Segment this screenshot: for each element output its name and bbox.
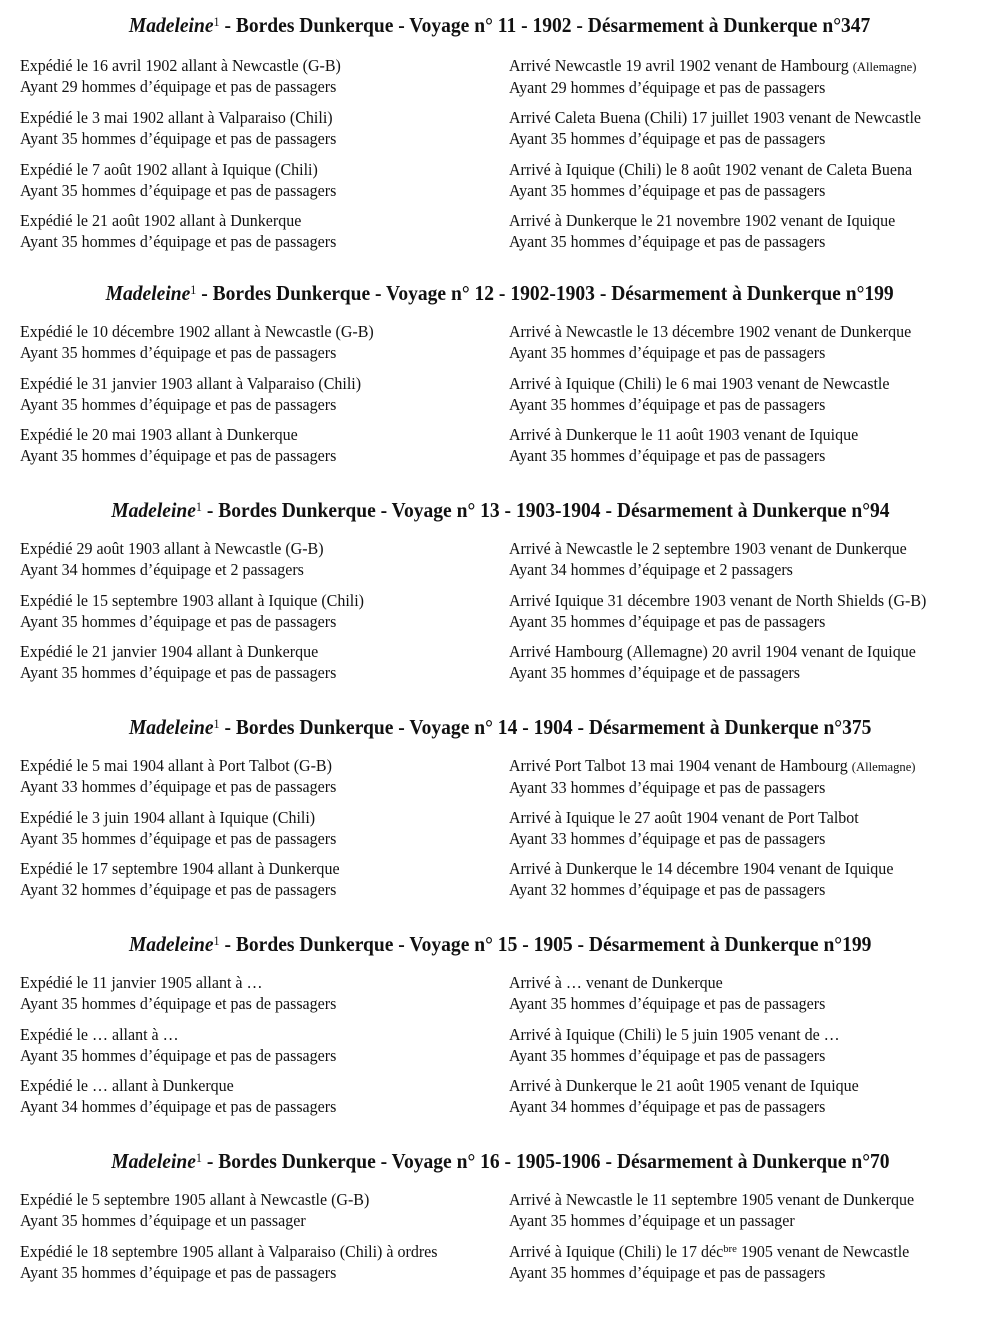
leg-row — [0, 591, 1000, 635]
footnote-marker: 1 — [213, 933, 220, 948]
arrival-text: Arrivé Port Talbot 13 mai 1904 venant de Hambourg — [509, 756, 848, 775]
departure-crew: Ayant 35 hommes d’équipage et pas de passagers — [20, 394, 337, 414]
arrival-cell — [509, 859, 989, 900]
departure-cell — [20, 56, 500, 97]
arrival-text: Arrivé à Dunkerque le 14 décembre 1904 venant de Iquique — [509, 859, 894, 878]
arrival-crew: Ayant 33 hommes d’équipage et pas de passagers — [509, 777, 826, 797]
departure-text: Expédié le 31 janvier 1903 allant à Valparaiso (Chili) — [20, 374, 362, 393]
arrival-crew: Ayant 32 hommes d’équipage et pas de passagers — [509, 879, 826, 899]
arrival-crew: Ayant 34 hommes d’équipage et pas de passagers — [509, 1096, 826, 1116]
leg-row — [0, 56, 1000, 100]
arrival-text: Arrivé à … venant de Dunkerque — [509, 973, 723, 992]
arrival-crew: Ayant 35 hommes d’équipage et pas de passagers — [509, 231, 826, 251]
arrival-cell — [509, 591, 989, 632]
departure-text: Expédié le 21 janvier 1904 allant à Dunkerque — [20, 642, 319, 661]
departure-cell — [20, 425, 500, 466]
footnote-marker: 1 — [195, 1150, 202, 1165]
arrival-text: Arrivé à Newcastle le 2 septembre 1903 venant de Dunkerque — [509, 539, 907, 558]
departure-crew: Ayant 34 hommes d’équipage et pas de passagers — [20, 1096, 337, 1116]
departure-cell — [20, 211, 500, 252]
arrival-crew: Ayant 35 hommes d’équipage et pas de passagers — [509, 128, 826, 148]
arrival-note: (Allemagne) — [851, 759, 916, 774]
arrival-text: Arrivé Iquique 31 décembre 1903 venant de North Shields (G-B) — [509, 591, 927, 610]
arrival-text: Arrivé à Iquique (Chili) le 8 août 1902 venant de Caleta Buena — [509, 160, 913, 179]
departure-text: Expédié le 21 août 1902 allant à Dunkerque — [20, 211, 302, 230]
leg-row — [0, 1242, 1000, 1286]
leg-row — [0, 808, 1000, 852]
footnote-marker: 1 — [213, 14, 220, 29]
arrival-text: Arrivé à Iquique (Chili) le 5 juin 1905 venant de … — [509, 1025, 840, 1044]
arrival-cell — [509, 973, 989, 1014]
arrival-cell — [509, 108, 989, 149]
departure-text: Expédié 29 août 1903 allant à Newcastle (G-B) — [20, 539, 324, 558]
departure-text: Expédié le 7 août 1902 allant à Iquique (Chili) — [20, 160, 318, 179]
departure-cell — [20, 539, 500, 580]
arrival-cell — [509, 1190, 989, 1231]
departure-crew: Ayant 35 hommes d’équipage et pas de passagers — [20, 128, 337, 148]
arrival-text: Arrivé à Iquique (Chili) le 6 mai 1903 venant de Newcastle — [509, 374, 890, 393]
departure-crew: Ayant 35 hommes d’équipage et pas de passagers — [20, 445, 337, 465]
arrival-cell — [509, 756, 989, 798]
leg-row — [0, 160, 1000, 204]
arrival-cell — [509, 808, 989, 849]
departure-text: Expédié le 15 septembre 1903 allant à Iquique (Chili) — [20, 591, 365, 610]
leg-row — [0, 1025, 1000, 1069]
departure-text: Expédié le 10 décembre 1902 allant à Newcastle (G-B) — [20, 322, 374, 341]
leg-row — [0, 108, 1000, 152]
arrival-cell — [509, 160, 989, 201]
departure-crew: Ayant 29 hommes d’équipage et pas de passagers — [20, 76, 337, 96]
ship-name: Madeleine — [110, 1149, 196, 1173]
departure-text: Expédié le 3 juin 1904 allant à Iquique (Chili) — [20, 808, 316, 827]
arrival-text: Arrivé à Dunkerque le 11 août 1903 venant de Iquique — [509, 425, 859, 444]
departure-cell — [20, 374, 500, 415]
departure-crew: Ayant 35 hommes d’équipage et pas de passagers — [20, 342, 337, 362]
departure-cell — [20, 1190, 500, 1231]
leg-row — [0, 322, 1000, 366]
voyage-title — [0, 714, 1000, 740]
arrival-cell — [509, 1242, 989, 1283]
arrival-crew: Ayant 35 hommes d’équipage et pas de passagers — [509, 611, 826, 631]
departure-cell — [20, 1076, 500, 1117]
leg-row — [0, 539, 1000, 583]
arrival-cell — [509, 374, 989, 415]
ship-name: Madeleine — [128, 932, 214, 956]
arrival-crew: Ayant 35 hommes d’équipage et pas de passagers — [509, 394, 826, 414]
arrival-cell — [509, 1025, 989, 1066]
ship-name: Madeleine — [128, 715, 214, 739]
arrival-cell — [509, 211, 989, 252]
departure-cell — [20, 591, 500, 632]
departure-cell — [20, 808, 500, 849]
voyage-title-text: - Bordes Dunkerque - Voyage n° 12 - 1902-1903 - Désarmement à Dunkerque n°199 — [196, 281, 895, 305]
departure-crew: Ayant 35 hommes d’équipage et pas de passagers — [20, 1045, 337, 1065]
departure-cell — [20, 1242, 500, 1283]
arrival-cell — [509, 56, 989, 98]
voyage-title-text: - Bordes Dunkerque - Voyage n° 14 - 1904 - Désarmement à Dunkerque n°375 — [219, 715, 872, 739]
arrival-text: Arrivé à Iquique le 27 août 1904 venant de Port Talbot — [509, 808, 859, 827]
arrival-cell — [509, 425, 989, 466]
arrival-text: Arrivé Newcastle 19 avril 1902 venant de Hambourg — [509, 56, 849, 75]
voyage-title — [0, 931, 1000, 957]
arrival-cell — [509, 642, 989, 683]
departure-crew: Ayant 35 hommes d’équipage et pas de passagers — [20, 828, 337, 848]
footnote-marker: 1 — [190, 282, 197, 297]
arrival-line — [509, 56, 975, 78]
arrival-crew: Ayant 35 hommes d’équipage et pas de passagers — [509, 1262, 826, 1282]
footnote-marker: 1 — [213, 716, 220, 731]
arrival-text: Arrivé à Dunkerque le 21 août 1905 venant de Iquique — [509, 1076, 859, 1095]
arrival-text-prefix: Arrivé à Iquique (Chili) le 17 déc — [509, 1242, 724, 1261]
arrival-note: (Allemagne) — [852, 59, 917, 74]
voyage-title — [0, 497, 1000, 523]
arrival-line — [509, 756, 975, 778]
departure-cell — [20, 1025, 500, 1066]
voyage-title — [0, 1148, 1000, 1174]
arrival-text: Arrivé Hambourg (Allemagne) 20 avril 1904 venant de Iquique — [509, 642, 916, 661]
arrival-crew: Ayant 35 hommes d’équipage et de passagers — [509, 662, 800, 682]
arrival-crew: Ayant 35 hommes d’équipage et pas de passagers — [509, 180, 826, 200]
departure-cell — [20, 322, 500, 363]
ship-name: Madeleine — [110, 498, 196, 522]
arrival-crew: Ayant 29 hommes d’équipage et pas de passagers — [509, 77, 826, 97]
leg-row — [0, 211, 1000, 255]
leg-row — [0, 1076, 1000, 1120]
leg-row — [0, 859, 1000, 903]
departure-text: Expédié le 11 janvier 1905 allant à … — [20, 973, 263, 992]
arrival-line — [509, 1242, 975, 1263]
departure-cell — [20, 642, 500, 683]
ship-name: Madeleine — [105, 281, 191, 305]
arrival-crew: Ayant 35 hommes d’équipage et pas de passagers — [509, 1045, 826, 1065]
arrival-crew: Ayant 35 hommes d’équipage et pas de passagers — [509, 342, 826, 362]
arrival-crew: Ayant 33 hommes d’équipage et pas de passagers — [509, 828, 826, 848]
voyage-title-text: - Bordes Dunkerque - Voyage n° 13 - 1903-1904 - Désarmement à Dunkerque n°94 — [201, 498, 890, 522]
leg-row — [0, 973, 1000, 1017]
arrival-crew: Ayant 35 hommes d’équipage et pas de passagers — [509, 993, 826, 1013]
arrival-text-superscript: bre — [723, 1243, 737, 1255]
departure-cell — [20, 973, 500, 1014]
ship-name: Madeleine — [129, 13, 214, 37]
arrival-text: Arrivé à Newcastle le 11 septembre 1905 venant de Dunkerque — [509, 1190, 915, 1209]
departure-crew: Ayant 34 hommes d’équipage et 2 passagers — [20, 559, 304, 579]
arrival-cell — [509, 1076, 989, 1117]
arrival-text: Arrivé Caleta Buena (Chili) 17 juillet 1903 venant de Newcastle — [509, 108, 922, 127]
arrival-text: Arrivé à Newcastle le 13 décembre 1902 venant de Dunkerque — [509, 322, 912, 341]
departure-crew: Ayant 33 hommes d’équipage et pas de passagers — [20, 776, 337, 796]
leg-row — [0, 425, 1000, 469]
departure-text: Expédié le … allant à Dunkerque — [20, 1076, 234, 1095]
departure-cell — [20, 160, 500, 201]
leg-row — [0, 1190, 1000, 1234]
leg-row — [0, 642, 1000, 686]
departure-crew: Ayant 35 hommes d’équipage et pas de passagers — [20, 611, 337, 631]
voyage-title-text: - Bordes Dunkerque - Voyage n° 16 - 1905-1906 - Désarmement à Dunkerque n°70 — [201, 1149, 890, 1173]
departure-cell — [20, 756, 500, 797]
arrival-text-suffix: 1905 venant de Newcastle — [736, 1242, 910, 1261]
departure-crew: Ayant 35 hommes d’équipage et pas de passagers — [20, 662, 337, 682]
voyage-title-text: - Bordes Dunkerque - Voyage n° 15 - 1905 - Désarmement à Dunkerque n°199 — [219, 932, 872, 956]
arrival-crew: Ayant 35 hommes d’équipage et pas de passagers — [509, 445, 826, 465]
departure-crew: Ayant 35 hommes d’équipage et un passager — [20, 1210, 306, 1230]
arrival-cell — [509, 322, 989, 363]
departure-text: Expédié le 20 mai 1903 allant à Dunkerque — [20, 425, 298, 444]
departure-text: Expédié le 5 septembre 1905 allant à Newcastle (G-B) — [20, 1190, 370, 1209]
arrival-crew: Ayant 35 hommes d’équipage et un passager — [509, 1210, 795, 1230]
arrival-cell — [509, 539, 989, 580]
arrival-crew: Ayant 34 hommes d’équipage et 2 passagers — [509, 559, 793, 579]
arrival-text: Arrivé à Dunkerque le 21 novembre 1902 venant de Iquique — [509, 211, 896, 230]
departure-text: Expédié le 16 avril 1902 allant à Newcastle (G-B) — [20, 56, 341, 75]
departure-text: Expédié le … allant à … — [20, 1025, 179, 1044]
departure-crew: Ayant 35 hommes d’équipage et pas de passagers — [20, 1262, 337, 1282]
departure-crew: Ayant 32 hommes d’équipage et pas de passagers — [20, 879, 337, 899]
departure-crew: Ayant 35 hommes d’équipage et pas de passagers — [20, 180, 337, 200]
departure-cell — [20, 859, 500, 900]
footnote-marker: 1 — [195, 499, 202, 514]
departure-text: Expédié le 5 mai 1904 allant à Port Talbot (G-B) — [20, 756, 332, 775]
leg-row — [0, 756, 1000, 800]
leg-row — [0, 374, 1000, 418]
voyage-title — [0, 280, 1000, 306]
departure-crew: Ayant 35 hommes d’équipage et pas de passagers — [20, 993, 337, 1013]
departure-text: Expédié le 3 mai 1902 allant à Valparaiso (Chili) — [20, 108, 333, 127]
departure-cell — [20, 108, 500, 149]
voyage-title — [0, 12, 1000, 38]
departure-text: Expédié le 18 septembre 1905 allant à Valparaiso (Chili) à ordres — [20, 1242, 438, 1261]
departure-crew: Ayant 35 hommes d’équipage et pas de passagers — [20, 231, 337, 251]
departure-text: Expédié le 17 septembre 1904 allant à Dunkerque — [20, 859, 340, 878]
voyage-title-text: - Bordes Dunkerque - Voyage n° 11 - 1902 - Désarmement à Dunkerque n°347 — [219, 13, 871, 37]
